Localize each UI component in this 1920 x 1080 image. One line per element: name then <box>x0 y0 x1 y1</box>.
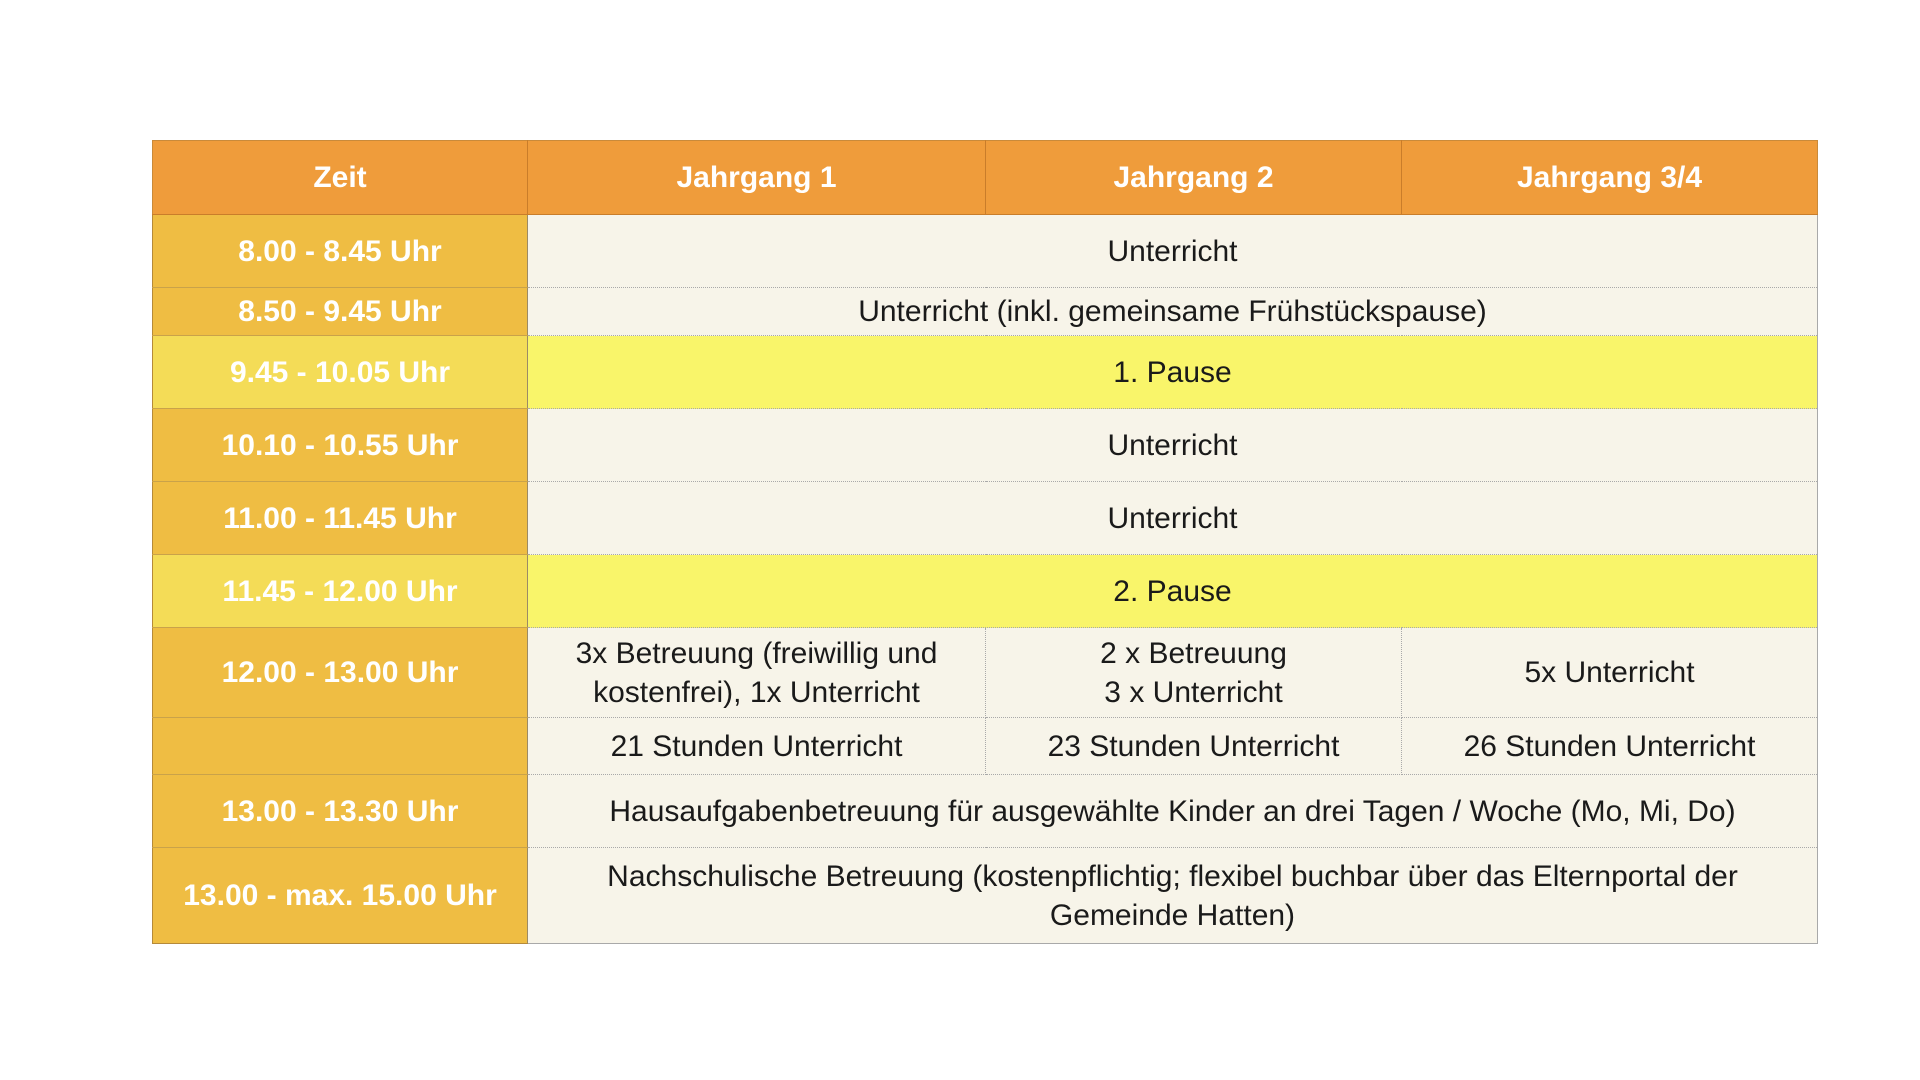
header-row <box>153 141 1818 215</box>
jahrgang-2-cell <box>986 628 1402 718</box>
table-row <box>153 848 1818 944</box>
hours-row <box>153 718 1818 775</box>
jahrgang-3-4-cell: 5x Unterricht <box>1402 628 1818 718</box>
lesson-cell: Unterricht <box>528 482 1818 555</box>
time-cell: 8.50 - 9.45 Uhr <box>153 288 528 336</box>
jahrgang-3-4-hours: 26 Stunden Unterricht <box>1402 718 1818 775</box>
schedule-table <box>152 140 1818 944</box>
time-cell: 13.00 - max. 15.00 Uhr <box>153 848 528 944</box>
cell-line: Gemeinde Hatten) <box>1049 898 1296 932</box>
cell-line: Nachschulische Betreuung (kostenpflichtig; flexibel buchbar über das Elternportal der <box>607 859 1738 893</box>
cell-line: 3x Betreuung (freiwillig und <box>575 636 938 670</box>
cell-line: kostenfrei), 1x Unterricht <box>593 675 920 709</box>
table-row <box>153 288 1818 336</box>
header-jahrgang-1: Jahrgang 1 <box>528 141 986 215</box>
time-cell: 9.45 - 10.05 Uhr <box>153 336 528 409</box>
jahrgang-1-hours: 21 Stunden Unterricht <box>528 718 986 775</box>
header-zeit: Zeit <box>153 141 528 215</box>
cell-line: 3 x Unterricht <box>1104 675 1283 709</box>
pause-cell: 1. Pause <box>528 336 1818 409</box>
jahrgang-2-hours: 23 Stunden Unterricht <box>986 718 1402 775</box>
pause-cell: 2. Pause <box>528 555 1818 628</box>
time-cell: 8.00 - 8.45 Uhr <box>153 215 528 288</box>
time-cell: 11.00 - 11.45 Uhr <box>153 482 528 555</box>
header-jahrgang-2: Jahrgang 2 <box>986 141 1402 215</box>
time-cell: 13.00 - 13.30 Uhr <box>153 775 528 848</box>
jahrgang-1-cell <box>528 628 986 718</box>
after-school-cell <box>528 848 1818 944</box>
time-cell: 11.45 - 12.00 Uhr <box>153 555 528 628</box>
pause-row <box>153 555 1818 628</box>
time-cell: 10.10 - 10.55 Uhr <box>153 409 528 482</box>
cell-line: 2 x Betreuung <box>1100 636 1287 670</box>
table-row <box>153 775 1818 848</box>
table-row <box>153 628 1818 718</box>
time-cell <box>153 718 528 775</box>
table-row <box>153 215 1818 288</box>
table-row <box>153 409 1818 482</box>
homework-cell: Hausaufgabenbetreuung für ausgewählte Kinder an drei Tagen / Woche (Mo, Mi, Do) <box>528 775 1818 848</box>
pause-row <box>153 336 1818 409</box>
table-row <box>153 482 1818 555</box>
lesson-cell: Unterricht (inkl. gemeinsame Frühstückspause) <box>528 288 1818 336</box>
time-cell: 12.00 - 13.00 Uhr <box>153 628 528 718</box>
lesson-cell: Unterricht <box>528 215 1818 288</box>
lesson-cell: Unterricht <box>528 409 1818 482</box>
header-jahrgang-3-4: Jahrgang 3/4 <box>1402 141 1818 215</box>
